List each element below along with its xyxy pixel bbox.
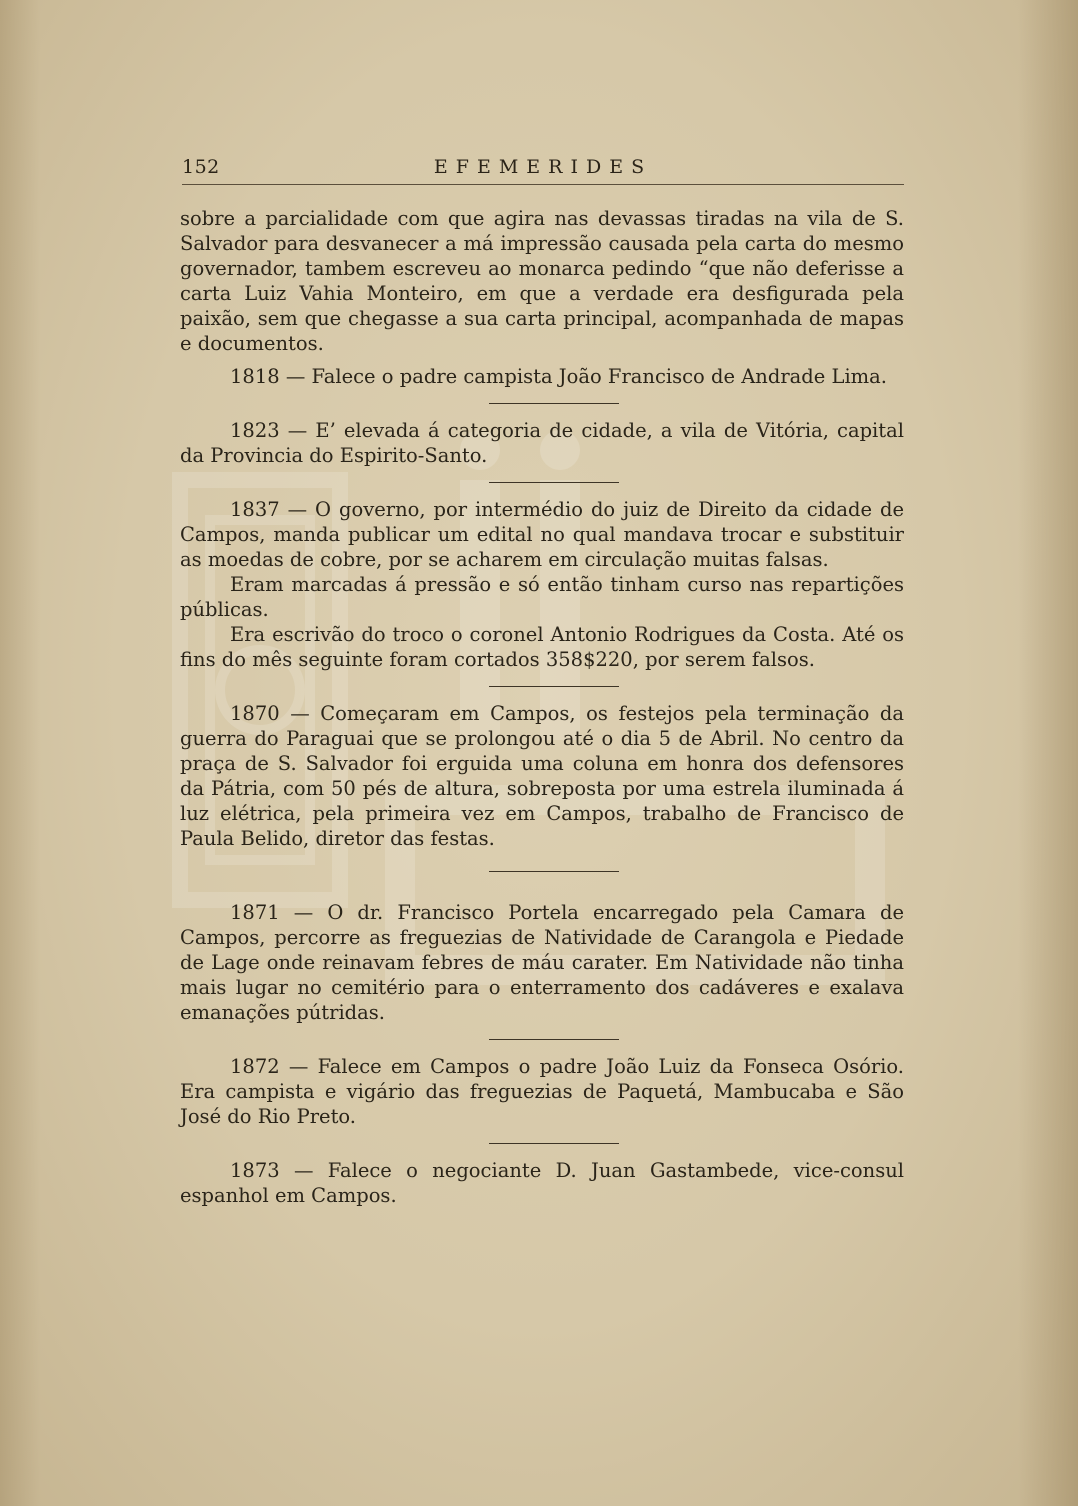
running-title: EFEMERIDES <box>433 156 653 178</box>
page-shadow-right <box>1018 0 1078 1506</box>
entry-1837: 1837 — O governo, por intermédio do juiz de Direito da cidade de Campos, manda publicar um edital no qual mandava trocar e substituir as moedas de cobre, por se acharem em circulação muitas falsas. <box>180 498 904 571</box>
section-divider <box>489 403 619 404</box>
section-divider <box>489 482 619 483</box>
section-divider <box>489 1039 619 1040</box>
page-number: 152 <box>182 156 220 178</box>
section-divider <box>489 686 619 687</box>
entry-1870: 1870 — Começaram em Campos, os festejos pela terminação da guerra do Paraguai que se prolongou até o dia 5 de Abril. No centro da praça de S. Salvador foi erguida uma coluna em honra dos defensores da Pátria, com 50 pés de altura, sobreposta por uma estrela iluminada á luz elétrica, pela primeira vez em Campos, trabalho de Francisco de Paula Belido, diretor das festas. <box>180 702 904 850</box>
section-divider <box>489 871 619 872</box>
section-divider <box>489 1143 619 1144</box>
entry-1872: 1872 — Falece em Campos o padre João Luiz da Fonseca Osório. Era campista e vigário das freguezias de Paquetá, Mambucaba e São José do Rio Preto. <box>180 1055 904 1128</box>
page-body <box>180 206 904 1208</box>
continuation-paragraph: sobre a parcialidade com que agira nas devassas tiradas na vila de S. Salvador para desvanecer a má impressão causada pela carta do mesmo governador, tambem escreveu ao monarca pedindo “que não deferisse a carta Luiz Vahia Monteiro, em que a verdade era desfigurada pela paixão, sem que chegasse a sua carta principal, acompanhada de mapas e documentos. <box>180 207 904 355</box>
entry-1818: 1818 — Falece o padre campista João Francisco de Andrade Lima. <box>230 365 888 388</box>
entry-1871: 1871 — O dr. Francisco Portela encarregado pela Camara de Campos, percorre as freguezias de Natividade de Carangola e Piedade de Lage onde reinavam febres de máu carater. Em Natividade não tinha mais lugar no cemitério para o enterramento dos cadáveres e exalava emanações pútridas. <box>180 901 904 1024</box>
page-shadow-left <box>0 0 40 1506</box>
page-header <box>182 156 904 185</box>
entry-1873: 1873 — Falece o negociante D. Juan Gastambede, vice-consul espanhol em Campos. <box>180 1159 904 1207</box>
entry-1823: 1823 — E’ elevada á categoria de cidade, a vila de Vitória, capital da Provincia do Espirito-Santo. <box>180 419 904 467</box>
entry-1837-cont-1: Eram marcadas á pressão e só então tinham curso nas repartições públicas. <box>180 573 904 621</box>
entry-1837-cont-2: Era escrivão do troco o coronel Antonio Rodrigues da Costa. Até os fins do mês seguinte foram cortados 358$220, por serem falsos. <box>180 623 904 671</box>
